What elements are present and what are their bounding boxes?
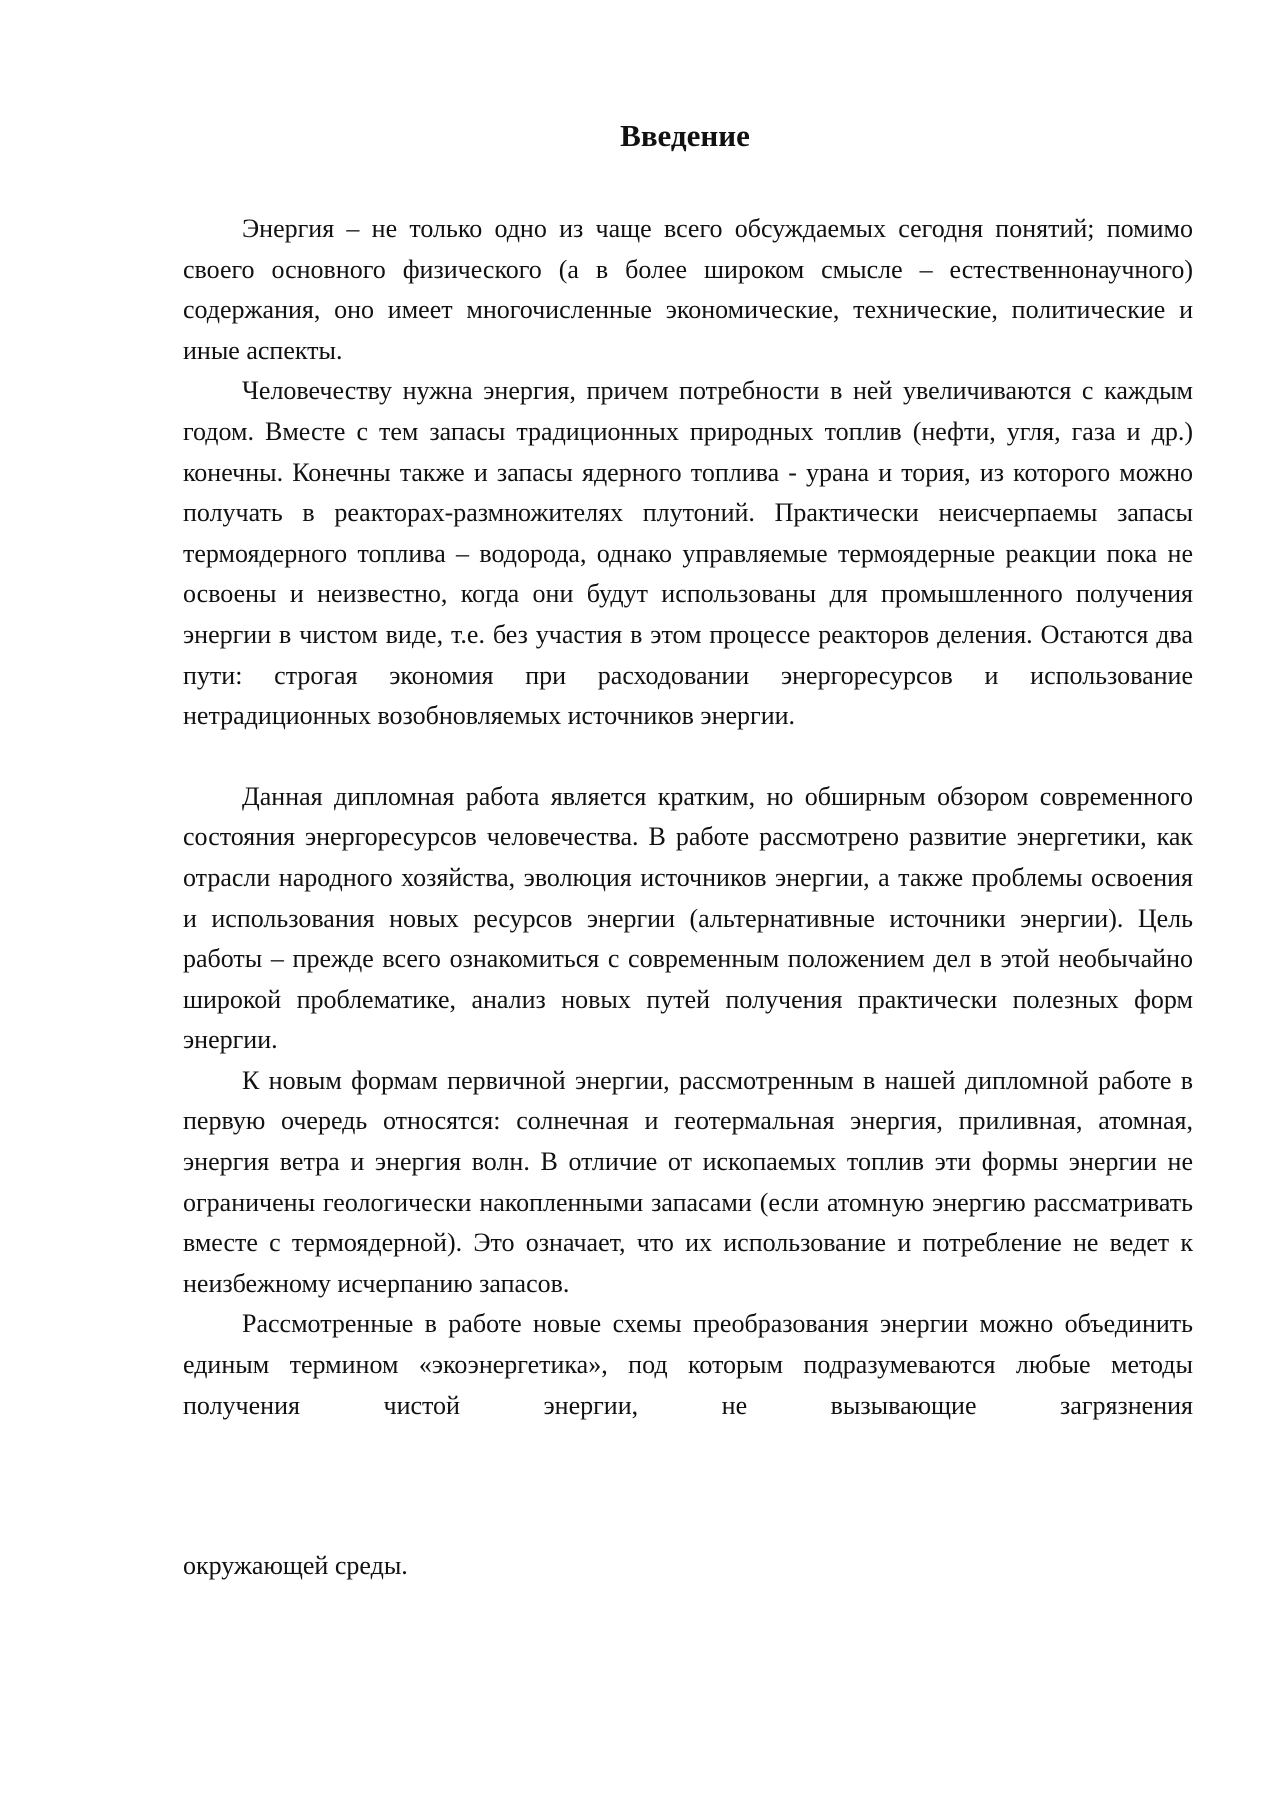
paragraph-4: К новым формам первичной энергии, рассмотренным в нашей дипломной работе в первую очередь относятся: солнечная и геотермальная энергия, приливная, атомная, энергия ветра и энергия волн. В отличие от ископаемых топлив эти формы энергии не ограничены геологически накопленными запасами (если атомную энергию рассматривать вместе с термоядерной). Это означает, что их использование и потребление не ведет к неизбежному исчерпанию запасов.: [183, 1065, 1193, 1298]
paragraph-gap: [183, 737, 1193, 777]
page-title: Введение: [620, 118, 750, 153]
paragraph-1: Энергия – не только одно из чаще всего обсуждаемых сегодня понятий; помимо своего основного физического (а в более широком смысле – естественнонаучного) содержания, оно имеет многочисленные экономические, технические, политические и иные аспекты.: [183, 214, 1193, 365]
paragraph-5: Рассмотренные в работе новые схемы преобразования энергии можно объединить единым термином «экоэнергетика», под которым подразумеваются любые методы получения чистой энергии, не вызывающие загрязнения: [183, 1309, 1193, 1420]
paragraph-continuation: окружающей среды.: [183, 1551, 408, 1580]
paragraph-2: Человечеству нужна энергия, причем потребности в ней увеличиваются с каждым годом. Вместе с тем запасы традиционных природных топлив (нефти, угля, газа и др.) конечны. Конечны также и запасы ядерного топлива - урана и тория, из которого можно получать в реакторах-размножителях плутоний. Практически неисчерпаемы запасы термоядерного топлива – водорода, однако управляемые термоядерные реакции пока не освоены и неизвестно, когда они будут использованы для промышленного получения энергии в чистом виде, т.е. без участия в этом процессе реакторов деления. Остаются два пути: строгая экономия при расходовании энергоресурсов и использование нетрадиционных возобновляемых источников энергии.: [183, 376, 1193, 731]
body-text: [183, 209, 1193, 1426]
paragraph-3: Данная дипломная работа является кратким, но обширным обзором современного состояния энергоресурсов человечества. В работе рассмотрено развитие энергетики, как отрасли народного хозяйства, эволюция источников энергии, а также проблемы освоения и использования новых ресурсов энергии (альтернативные источники энергии). Цель работы – прежде всего ознакомиться с современным положением дел в этой необычайно широкой проблематике, анализ новых путей получения практически полезных форм энергии.: [183, 781, 1193, 1055]
